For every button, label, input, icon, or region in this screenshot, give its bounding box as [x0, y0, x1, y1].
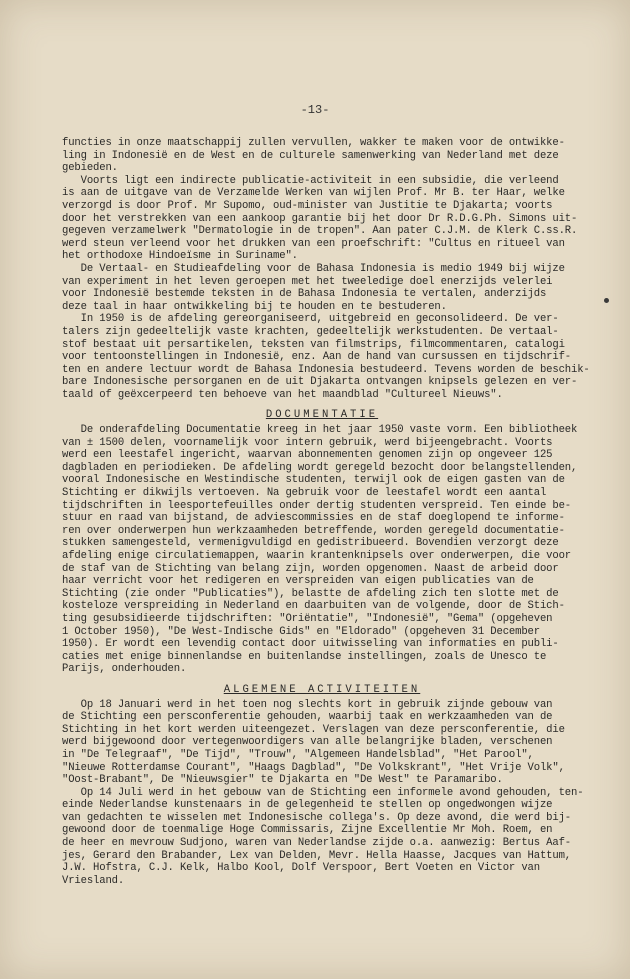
text-line: Parijs, onderhouden.	[62, 663, 187, 676]
text-line: deze taal in haar ontwikkeling bij te houden en te bestuderen.	[62, 300, 447, 313]
text-line: Voorts ligt een indirecte publicatie-activiteit in een subsidie, die verleend	[62, 174, 559, 187]
text-line: "Oost-Brabant", De "Nieuwsgier" te Djakarta en "De West" te Paramaribo.	[62, 774, 503, 787]
text-line: de staf van de Stichting van belang zijn, worden opgenomen. Naast de arbeid door	[62, 562, 559, 575]
paragraph-3	[62, 263, 582, 313]
text-line: kosteloze verspreiding in Nederland en daarbuiten van de volgende, door de Stich-	[62, 600, 565, 613]
text-line: van gedachten te wisselen met Indonesische collega's. Op deze avond, die werd bij-	[62, 811, 571, 824]
text-line: ten en andere lectuur wordt de Bahasa Indonesia bestudeerd. Tevens worden de beschik-	[62, 363, 590, 376]
text-line: in "De Telegraaf", "De Tijd", "Trouw", "Algemeen Handelsblad", "Het Parool",	[62, 748, 534, 761]
text-line: "Nieuwe Rotterdamse Courant", "Haags Dagblad", "De Volkskrant", "Het Vrije Volk",	[62, 761, 565, 774]
text-line: stof bestaat uit persartikelen, teksten van filmstrips, filmcommentaren, catalogi	[62, 338, 565, 351]
text-line: tijdschriften in leesportefeuilles onder dertig studenten verspreid. Ten einde be-	[62, 499, 571, 512]
text-line: gegeven verzamelwerk "Dermatologie in de tropen". Aan pater C.J.M. de Klerk C.ss.R.	[62, 225, 578, 238]
text-line: De Vertaal- en Studieafdeling voor de Bahasa Indonesia is medio 1949 bij wijze	[62, 262, 565, 275]
paragraph-6	[62, 699, 582, 787]
paragraph-2	[62, 175, 582, 263]
text-line: Op 14 Juli werd in het gebouw van de Stichting een informele avond gehouden, ten-	[62, 786, 584, 799]
text-line: einde Nederlandse kunstenaars in de gelegenheid te stellen op ongedwongen wijze	[62, 799, 553, 812]
text-line: Vriesland.	[62, 874, 125, 887]
paragraph-1	[62, 137, 582, 175]
text-line: van ± 1500 delen, voornamelijk voor intern gebruik, werd bijeengebracht. Voorts	[62, 436, 553, 449]
heading-algemene-activiteiten: ALGEMENE ACTIVITEITEN	[223, 683, 421, 696]
text-line: J.W. Hofstra, C.J. Kelk, Halbo Kool, Dolf Verspoor, Bert Voeten en Victor van	[62, 862, 540, 875]
text-line: voor Indonesië bestemde teksten in de Bahasa Indonesia te vertalen, anderzijds	[62, 288, 547, 301]
text-line: gewoond door de toenmalige Hoge Commissaris, Zijne Excellentie Mr Moh. Roem, en	[62, 824, 553, 837]
text-line: stuur en raad van bijstand, de adviescommissies en de staf doeglopend te informe-	[62, 512, 565, 525]
text-line: caties met enige binnenlandse en buitenlandse instellingen, zoals de Unesco te	[62, 650, 547, 663]
spacer	[62, 401, 582, 409]
text-line: haar verricht voor het redigeren en verspreiden van eigen publicaties van de	[62, 575, 534, 588]
text-line: is aan de uitgave van de Verzamelde Werken van wijlen Prof. Mr B. ter Haar, welke	[62, 187, 565, 200]
text-line: bare Indonesische persorganen en de uit Djakarta ontvangen knipsels gelezen en ver-	[62, 376, 578, 389]
text-line: 1 October 1950), "De West-Indische Gids" en "Eldorado" (opgeheven 31 December	[62, 625, 540, 638]
document-body	[62, 137, 590, 887]
text-line: het orthodoxe Hindoeïsme in Suriname".	[62, 250, 298, 263]
heading-documentatie: DOCUMENTATIE	[265, 409, 379, 422]
text-line: door het verstrekken van een aankoop garantie bij het door Dr R.D.G.Ph. Simons uit-	[62, 212, 578, 225]
text-line: werd steun verleend voor het drukken van een proefschrift: "Cultus en ritueel van	[62, 237, 565, 250]
text-line: van experiment in het leven geroepen met het tweeledige doel enerzijds velerlei	[62, 275, 553, 288]
text-line: 1950). Er wordt een levendig contact door uitwisseling van informaties en publi-	[62, 638, 559, 651]
paragraph-4	[62, 313, 590, 401]
text-line: vooral Indonesische en Westindische studenten, terwijl ook de eigen gasten van de	[62, 474, 565, 487]
text-line: dagbladen en periodieken. De afdeling wordt geregeld bezocht door belangstellenden,	[62, 461, 578, 474]
paragraph-7	[62, 787, 582, 888]
text-line: verzorgd is door Prof. Mr Supomo, oud-minister van Justitie te Djakarta; voorts	[62, 199, 553, 212]
text-line: jes, Gerard den Brabander, Lex van Delden, Mevr. Hella Haasse, Jacques van Hattum,	[62, 849, 571, 862]
text-line: In 1950 is de afdeling gereorganiseerd, uitgebreid en geconsolideerd. De ver-	[62, 313, 559, 326]
text-line: werd een leestafel ingericht, waarvan abonnementen genomen zijn op ongeveer 125	[62, 449, 553, 462]
text-line: voor tentoonstellingen in Indonesië, enz. Aan de hand van cursussen en tijdschrif-	[62, 351, 571, 364]
text-line: Op 18 Januari werd in het toen nog slechts kort in gebruik zijnde gebouw van	[62, 698, 553, 711]
text-line: ling in Indonesië en de West en de culturele samenwerking van Nederland met deze	[62, 149, 559, 162]
text-line: talers zijn gedeeltelijk vaste krachten, gedeeltelijk werkstudenten. De vertaal-	[62, 325, 559, 338]
text-line: de heer en mevrouw Sudjono, waren van Nederlandse zijde o.a. aanwezig: Bertus Aaf-	[62, 837, 571, 850]
text-line: Stichting er dikwijls vertoeven. Na gebruik voor de leestafel wordt een aantal	[62, 487, 547, 500]
text-line: afdeling enige circulatiemappen, waarin krantenknipsels over onderwerpen, die voor	[62, 550, 571, 562]
text-line: functies in onze maatschappij zullen vervullen, wakker te maken voor de ontwikke-	[62, 137, 565, 149]
text-line: Stichting in het kort werden uiteengezet. Verslagen van deze persconferentie, die	[62, 723, 565, 736]
text-line: de Stichting een persconferentie gehouden, waarbij taak en werkzaamheden van de	[62, 711, 553, 724]
punch-hole	[604, 298, 609, 303]
page-number: -13-	[300, 103, 330, 117]
text-line: Stichting (zie onder "Publicaties"), belastte de afdeling zich ten slotte met de	[62, 587, 559, 600]
text-line: taald of geëxcerpeerd ten behoeve van het maandblad "Cultureel Nieuws".	[62, 388, 503, 401]
text-line: werd bijgewoond door vertegenwoordigers van alle belangrijke bladen, verschenen	[62, 736, 553, 749]
text-line: stukken samengesteld, vermenigvuldigd en gedistribueerd. Bovendien verzorgt deze	[62, 537, 559, 550]
text-line: ting gesubsidieerde tijdschriften: "Oriëntatie", "Indonesië", "Gema" (opgeheven	[62, 612, 553, 625]
text-line: De onderafdeling Documentatie kreeg in het jaar 1950 vaste vorm. Een bibliotheek	[62, 424, 578, 437]
text-line: gebieden.	[62, 162, 118, 175]
spacer	[62, 676, 582, 684]
text-line: ren over onderwerpen hun werkzaamheden betreffende, worden geregeld documentatie-	[62, 524, 565, 537]
paragraph-5	[62, 424, 582, 676]
